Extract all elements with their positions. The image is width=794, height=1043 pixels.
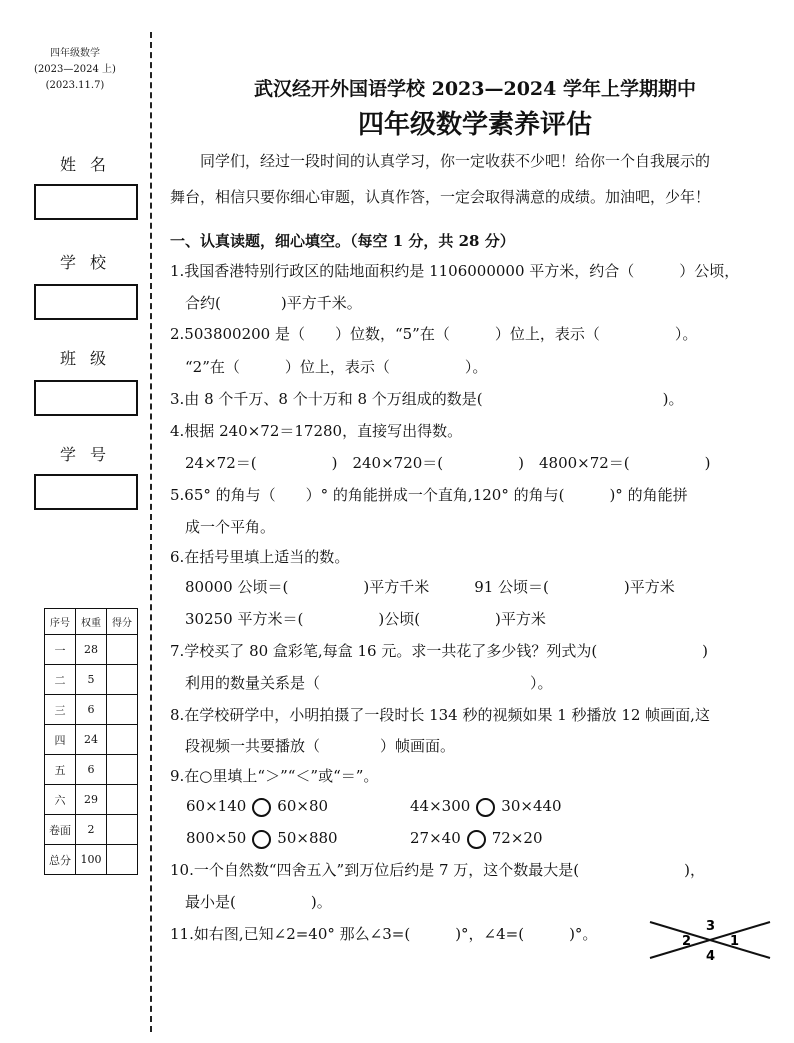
compare-left: 60×140 — [186, 797, 247, 815]
question-line: 利用的数量关系是（ ）。 — [170, 674, 553, 692]
compare-circle[interactable] — [252, 830, 271, 849]
sidebar-subject: 四年级数学 — [50, 48, 100, 59]
name-box[interactable] — [34, 184, 138, 220]
compare-row — [410, 825, 543, 851]
question-line: “2”在（ ）位上，表示（ ）。 — [170, 358, 488, 376]
school-header: 武汉经开外国语学校 2023—2024 学年上学期期中 — [254, 78, 696, 100]
angle-label: 4 — [706, 949, 716, 964]
compare-row — [186, 793, 328, 819]
intro-line: 同学们，经过一段时间的认真学习，你一定收获不少吧！给你一个自我展示的 — [200, 152, 711, 170]
question-line: 4.根据 240×72＝17280，直接写出得数。 — [170, 422, 463, 440]
question-line: 1.我国香港特别行政区的陆地面积约是 1106000000 平方米，约合（ ）公顷， — [170, 262, 740, 280]
question-line: 30250 平方米＝( )公顷( )平方米 — [170, 610, 546, 628]
question-line: 2.503800200 是（ ）位数，“5”在（ ）位上，表示（ ）。 — [170, 325, 698, 343]
sidebar-date: (2023.11.7) — [45, 80, 105, 91]
score-cell[interactable] — [107, 695, 138, 725]
page-title: 四年级数学素养评估 — [357, 110, 592, 140]
compare-row — [410, 793, 562, 819]
question-line: 24×72＝( ) 240×720＝( ) 4800×72＝( ) — [170, 454, 711, 472]
question-line: 11.如右图,已知∠2=40° 那么∠3=( )°，∠4=( )°。 — [170, 925, 598, 943]
question-line: 7.学校买了 80 盒彩笔,每盒 16 元。求一共花了多少钱？列式为( ) — [170, 642, 709, 660]
question-line: 合约( )平方千米。 — [170, 294, 362, 312]
table-row: 二 5 — [45, 665, 138, 695]
score-cell[interactable] — [107, 665, 138, 695]
table-row: 总分 100 — [45, 845, 138, 875]
table-row: 四 24 — [45, 725, 138, 755]
question-line: 3.由 8 个千万、8 个十万和 8 个万组成的数是( )。 — [170, 390, 684, 408]
question-line: 5.65° 的角与（ ）° 的角能拼成一个直角,120° 的角与( )° 的角能拼 — [170, 486, 688, 504]
name-label: 姓名 — [59, 155, 120, 174]
header-cell: 序号 — [45, 609, 76, 635]
compare-circle[interactable] — [476, 798, 495, 817]
compare-right: 50×880 — [277, 829, 338, 847]
cut-line — [150, 32, 152, 1032]
compare-circle[interactable] — [252, 798, 271, 817]
compare-circle[interactable] — [467, 830, 486, 849]
compare-right: 30×440 — [501, 797, 562, 815]
angle-label: 1 — [730, 934, 740, 949]
score-cell[interactable] — [107, 725, 138, 755]
angle-label: 2 — [682, 934, 692, 949]
score-cell[interactable] — [107, 785, 138, 815]
header-cell: 得分 — [107, 609, 138, 635]
compare-right: 72×20 — [491, 829, 543, 847]
score-cell[interactable] — [107, 755, 138, 785]
score-table-header — [45, 609, 138, 635]
class-label: 班级 — [59, 349, 120, 368]
question-line: 6.在括号里填上适当的数。 — [170, 548, 350, 566]
score-table — [44, 608, 138, 875]
compare-left: 800×50 — [186, 829, 247, 847]
question-line: 8.在学校研学中，小明拍摄了一段时长 134 秒的视频如果 1 秒播放 12 帧画面,这 — [170, 706, 710, 724]
compare-right: 60×80 — [277, 797, 329, 815]
sidebar-term: (2023—2024 上) — [34, 64, 116, 75]
question-line: 10.一个自然数“四舍五入”到万位后约是 7 万，这个数最大是( )， — [170, 861, 705, 879]
question-line: 80000 公顷＝( )平方千米 91 公顷＝( )平方米 — [170, 578, 675, 596]
compare-left: 44×300 — [410, 797, 471, 815]
question-line: 段视频一共要播放（ ）帧画面。 — [170, 737, 456, 755]
score-cell[interactable] — [107, 815, 138, 845]
table-row: 五 6 — [45, 755, 138, 785]
school-box[interactable] — [34, 284, 138, 320]
school-label: 学校 — [59, 253, 120, 272]
table-row: 一 28 — [45, 635, 138, 665]
score-cell[interactable] — [107, 845, 138, 875]
table-row: 三 6 — [45, 695, 138, 725]
student-id-box[interactable] — [34, 474, 138, 510]
intro-line: 舞台，相信只要你细心审题，认真作答，一定会取得满意的成绩。加油吧，少年！ — [170, 188, 711, 206]
compare-left: 27×40 — [410, 829, 461, 847]
section-heading: 一、认真读题，细心填空。（每空 1 分，共 28 分） — [170, 232, 515, 250]
table-row: 六 29 — [45, 785, 138, 815]
table-row: 卷面 2 — [45, 815, 138, 845]
question-line: 成一个平角。 — [170, 518, 276, 536]
class-box[interactable] — [34, 380, 138, 416]
compare-row — [186, 825, 338, 851]
angle-figure — [646, 916, 776, 964]
header-cell: 权重 — [76, 609, 107, 635]
question-line: 9.在○里填上“＞”“＜”或“＝”。 — [170, 767, 379, 785]
angle-label: 3 — [706, 919, 716, 934]
question-line: 最小是( )。 — [170, 893, 332, 911]
student-id-label: 学号 — [59, 445, 120, 464]
score-cell[interactable] — [107, 635, 138, 665]
